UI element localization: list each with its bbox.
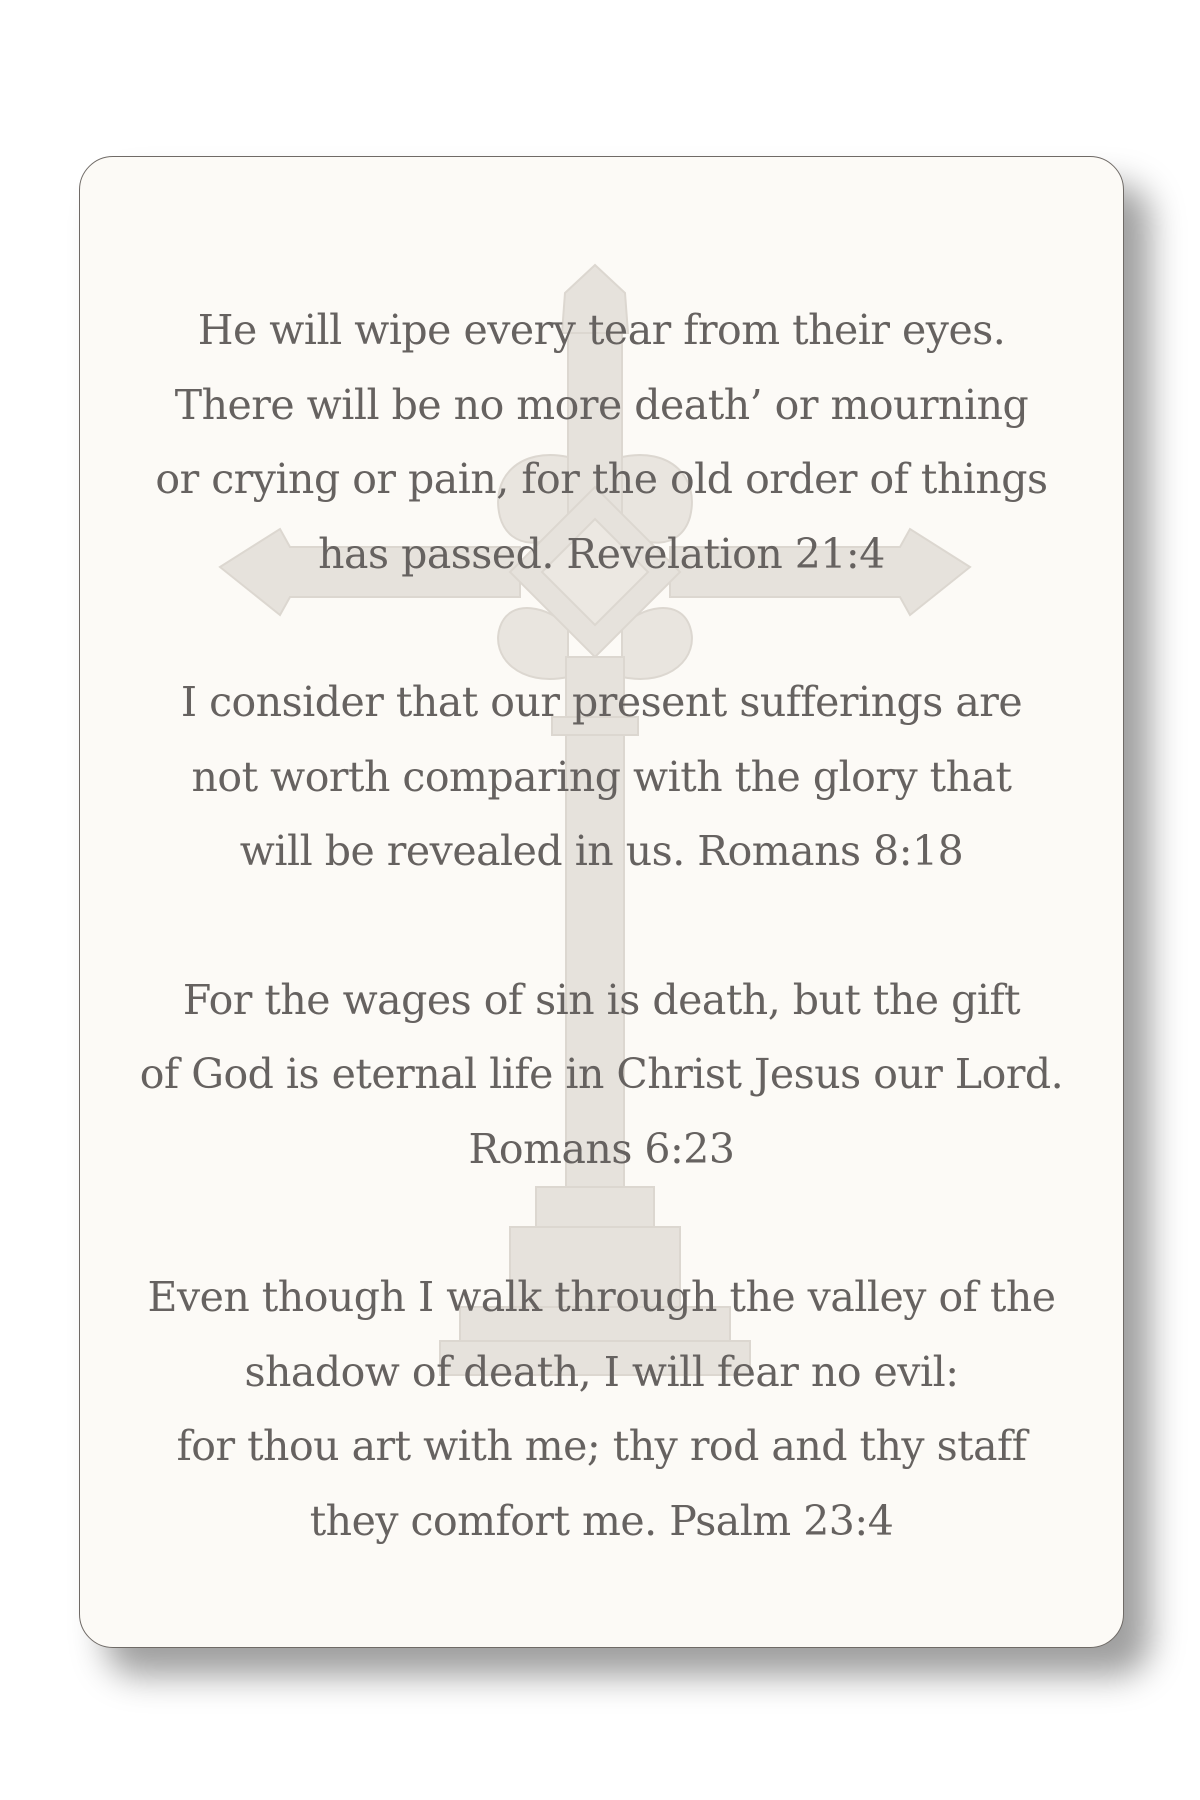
verse-psalm-23-4 bbox=[80, 1260, 1123, 1558]
verse-line: Even though I walk through the valley of the bbox=[147, 1273, 1056, 1321]
verse-line: shadow of death, I will fear no evil: bbox=[244, 1347, 959, 1396]
verse-line: I consider that our present sufferings are bbox=[180, 678, 1023, 726]
verse-romans-6-23 bbox=[80, 963, 1123, 1187]
verse-line: There will be no more death’ or mourning bbox=[174, 380, 1029, 429]
verse-line: they comfort me. Psalm 23:4 bbox=[309, 1496, 894, 1545]
verse-line: for thou art with me; thy rod and thy staff bbox=[176, 1422, 1027, 1470]
verse-romans-8-18 bbox=[80, 665, 1123, 889]
verse-line: For the wages of sin is death, but the gift bbox=[182, 975, 1021, 1024]
verse-line: has passed. Revelation 21:4 bbox=[318, 529, 885, 578]
verses-block bbox=[80, 293, 1123, 1632]
verse-revelation-21-4 bbox=[80, 293, 1123, 591]
verse-card bbox=[79, 156, 1124, 1648]
verse-line: or crying or pain, for the old order of things bbox=[155, 455, 1048, 503]
verse-line: will be revealed in us. Romans 8:18 bbox=[239, 827, 964, 875]
verse-line: not worth comparing with the glory that bbox=[191, 752, 1012, 801]
verse-line: He will wipe every tear from their eyes. bbox=[197, 306, 1006, 354]
verse-line: Romans 6:23 bbox=[468, 1124, 735, 1173]
verse-line: of God is eternal life in Christ Jesus our Lord. bbox=[139, 1050, 1064, 1098]
